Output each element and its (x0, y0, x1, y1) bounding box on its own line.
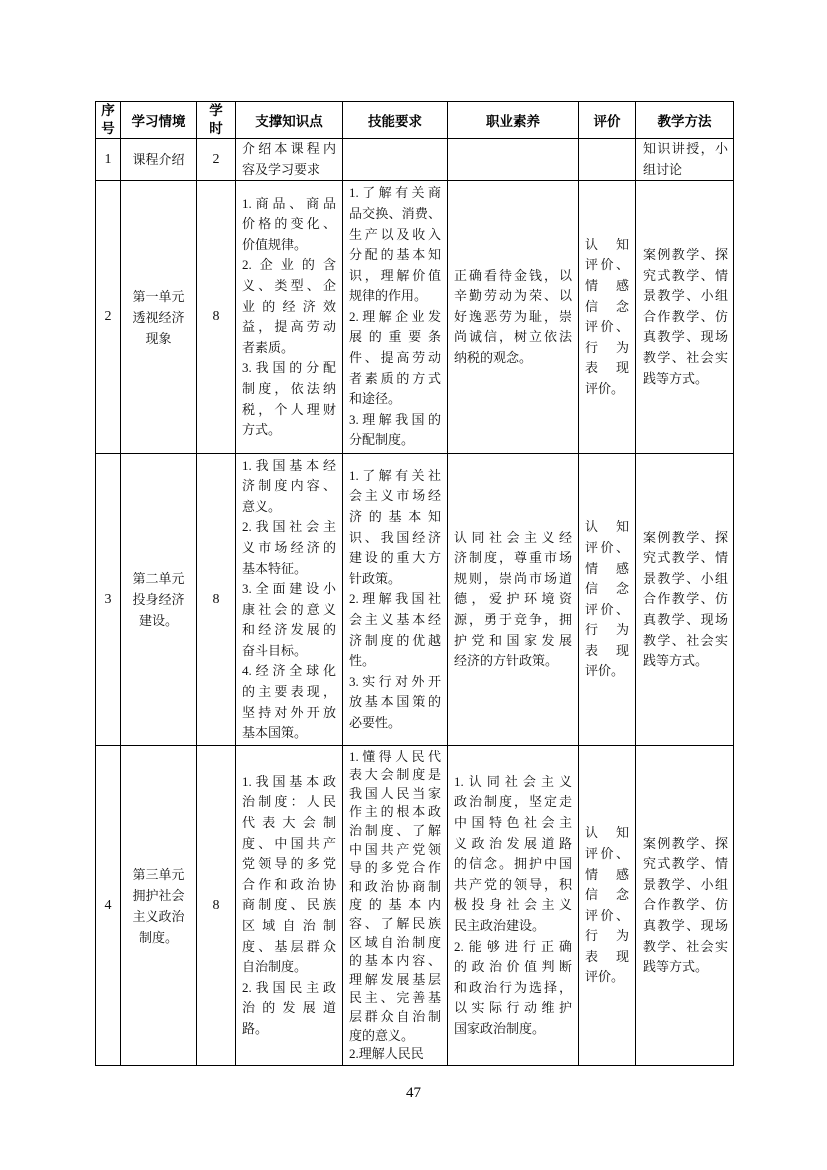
cell-line: 3.全面建设小 (242, 581, 336, 597)
cell-scenario (121, 139, 197, 181)
cell-line: 护党和国家发展 (454, 632, 572, 648)
header-methods-label: 教学方法 (657, 114, 712, 129)
table-row (96, 746, 734, 1066)
cell-line: 信念 (585, 581, 629, 597)
cell-line: 践等方式。 (643, 370, 709, 386)
cell-line: 度的基本内 (349, 897, 441, 913)
cell-line: 究式教学、情 (643, 550, 728, 566)
cell-line: 教学、社会实 (643, 350, 728, 366)
cell-line: 景教学、小组 (643, 876, 728, 892)
cell-no (96, 746, 121, 1066)
cell-no (96, 454, 121, 746)
cell-line: 价格的变化、 (242, 216, 336, 232)
cell-line: 济制度，尊重市场 (454, 550, 572, 566)
cell-line: 共产党的领导，积 (454, 876, 572, 892)
cell-line: 规则，崇尚市场道 (454, 570, 572, 586)
table-row (96, 454, 734, 746)
cell-line: 分配制度。 (349, 432, 415, 448)
cell-line: 度的意义。 (349, 1027, 415, 1043)
cell-line: 和经济发展的 (242, 622, 336, 638)
cell-evaluation (579, 181, 636, 454)
cell-line: 建设的重大方 (349, 550, 441, 566)
cell-line: 评价。 (585, 969, 625, 985)
cell-line: 义政治发展道路 (454, 835, 572, 851)
cell-line: 尚诚信，树立依法 (454, 329, 572, 345)
cell-line: 3.实行对外开 (349, 673, 441, 689)
cell-line: 方式。 (242, 422, 282, 438)
cell-hours (197, 181, 236, 454)
cell-methods (636, 139, 734, 181)
cell-line: 2.理解人民民 (349, 1046, 424, 1062)
cell-line: 真教学、现场 (643, 329, 728, 345)
cell-line: 和政治协商制 (349, 878, 441, 894)
header-knowledge (236, 102, 343, 139)
cell-line: 合作教学、仿 (643, 897, 728, 913)
cell-line: 1.了解有关商 (349, 185, 441, 201)
cell-line: 展的重要条 (349, 329, 441, 345)
cell-line: 信念 (585, 298, 629, 314)
cell-line: 者素质的方式 (349, 370, 441, 386)
cell-line: 的政治价值判断 (454, 959, 572, 975)
cell-line: 行为 (585, 339, 629, 355)
cell-evaluation (579, 454, 636, 746)
cell-line: 案例教学、探 (643, 529, 728, 545)
cell-line: 康社会的意义 (242, 601, 336, 617)
cell-line: 2.理解我国社 (349, 591, 441, 607)
cell-line: 践等方式。 (643, 959, 709, 975)
cell-line: 情感 (585, 560, 629, 576)
cell-line: 评价。 (585, 663, 625, 679)
cell-line: 治制度：人民 (242, 794, 336, 810)
cell-line: 的主要表现， (242, 684, 336, 700)
cell-literacy (448, 139, 579, 181)
course-table (95, 101, 734, 1066)
no-value: 1 (104, 151, 112, 167)
cell-line: 行为 (585, 928, 629, 944)
cell-line: 容、了解民族 (349, 915, 441, 931)
cell-line: 情感 (585, 278, 629, 293)
cell-line: 认知 (585, 825, 629, 841)
cell-line: 践等方式。 (643, 653, 709, 669)
cell-line: 价值规律。 (242, 236, 308, 252)
cell-line: 3.理解我国的 (349, 411, 441, 427)
hours-value: 8 (212, 591, 220, 607)
cell-line: 行为 (585, 622, 629, 638)
table-row (96, 181, 734, 454)
cell-methods (636, 746, 734, 1066)
cell-line: 究式教学、情 (643, 267, 728, 283)
no-value: 4 (104, 897, 112, 913)
no-value: 3 (104, 591, 112, 607)
cell-line: 表现 (585, 360, 629, 376)
cell-line: 评价、 (585, 845, 629, 861)
cell-line: 必要性。 (349, 714, 402, 730)
cell-line: 评价、 (585, 319, 629, 335)
cell-line: 景教学、小组 (643, 288, 728, 304)
header-evaluation (579, 102, 636, 139)
header-hours-label: 学时 (209, 103, 223, 136)
cell-line: 德，爱护环境资 (454, 591, 572, 607)
cell-line: 的信念。拥护中国 (454, 856, 572, 872)
cell-line: 案例教学、探 (643, 835, 728, 851)
cell-knowledge (236, 139, 343, 181)
cell-line: 和政治行为选择， (454, 979, 572, 995)
cell-line: 济的基本知 (349, 509, 441, 525)
cell-line: 表现 (585, 642, 629, 658)
cell-line: 自治制度。 (242, 959, 308, 975)
cell-line: 3.我国的分配 (242, 360, 336, 376)
cell-line: 合作教学、仿 (643, 308, 728, 324)
cell-scenario (121, 746, 197, 1066)
cell-line: 4.经济全球化 (242, 663, 336, 679)
cell-line: 商制度、民族 (242, 897, 336, 913)
cell-line: 2.我国民主政 (242, 979, 336, 995)
cell-line: 义市场经济的 (242, 539, 336, 555)
cell-line: 极投身社会主义 (454, 897, 572, 913)
cell-line: 业的经济效 (242, 298, 336, 314)
cell-line: 识，理解价值 (349, 267, 441, 283)
cell-line: 规律的作用。 (349, 288, 428, 304)
cell-evaluation (579, 139, 636, 181)
cell-hours (197, 139, 236, 181)
header-row (96, 102, 734, 139)
cell-line: 好逸恶劳为耻，崇 (454, 308, 572, 324)
cell-skills (343, 454, 448, 746)
cell-line: 合作教学、仿 (643, 591, 728, 607)
cell-line: 和途径。 (349, 391, 402, 407)
cell-line: 基本国策。 (242, 725, 308, 741)
table-row (96, 139, 734, 181)
cell-methods (636, 181, 734, 454)
table-header (96, 102, 734, 139)
cell-skills (343, 139, 448, 181)
cell-line: 2.我国社会主 (242, 519, 336, 535)
cell-line: 意义。 (242, 498, 282, 514)
cell-line: 坚持对外开放 (242, 704, 336, 720)
cell-line: 究式教学、情 (643, 856, 728, 872)
cell-line: 区域自治制度 (349, 934, 441, 950)
cell-line: 分配的基本知 (349, 247, 441, 263)
cell-line: 针政策。 (349, 570, 402, 586)
cell-line: 表大会制度是 (349, 767, 441, 783)
cell-knowledge (236, 746, 343, 1066)
cell-scenario (121, 181, 197, 454)
table-body (96, 139, 734, 1066)
cell-line: 作主的根本政 (349, 804, 441, 820)
hours-value: 8 (212, 897, 220, 913)
cell-literacy (448, 181, 579, 454)
cell-line: 1.商品、商品 (242, 195, 336, 211)
cell-skills (343, 181, 448, 454)
cell-line: 区域自治制 (242, 917, 336, 933)
hours-value: 2 (212, 151, 220, 167)
cell-knowledge (236, 454, 343, 746)
cell-line: 党领导的多党 (242, 856, 336, 872)
cell-line: 益，提高劳动 (242, 319, 336, 335)
cell-methods (636, 454, 734, 746)
cell-line: 认同社会主义经 (454, 529, 572, 545)
cell-skills (343, 746, 448, 1066)
cell-line: 治制度、了解 (349, 823, 441, 839)
header-literacy (448, 102, 579, 139)
header-no (96, 102, 121, 139)
cell-line: 容及学习要求 (242, 161, 321, 177)
cell-line: 件、提高劳动 (349, 350, 441, 366)
cell-line: 组讨论 (643, 161, 683, 177)
cell-line: 识、我国经济 (349, 529, 441, 545)
cell-line: 1.了解有关社 (349, 467, 441, 483)
cell-line: 教学、社会实 (643, 938, 728, 954)
cell-line: 2.能够进行正确 (454, 938, 572, 954)
cell-line: 评价、 (585, 907, 629, 923)
cell-line: 评价、 (585, 539, 629, 555)
cell-literacy (448, 746, 579, 1066)
cell-hours (197, 454, 236, 746)
cell-line: 信念 (585, 887, 629, 903)
header-knowledge-label: 支撑知识点 (255, 114, 323, 129)
cell-line: 放基本国策的 (349, 694, 441, 710)
cell-line: 性。 (349, 653, 376, 669)
page-number: 47 (406, 1085, 421, 1101)
cell-no (96, 139, 121, 181)
cell-line: 合作和政治协 (242, 876, 336, 892)
cell-line: 度、基层群众 (242, 938, 336, 954)
cell-line: 中国共产党领 (349, 841, 441, 857)
cell-line: 评价、 (585, 257, 629, 273)
cell-line: 以实际行动维护 (454, 1000, 572, 1016)
cell-line: 度、中国共产 (242, 835, 336, 851)
cell-line: 治的发展道 (242, 1000, 336, 1016)
cell-line: 制度，依法纳 (242, 380, 336, 396)
cell-line: 生产以及收入 (349, 226, 441, 242)
cell-line: 1.我国基本政 (242, 773, 336, 789)
cell-line: 认知 (585, 236, 629, 252)
header-scenario (121, 102, 197, 139)
header-literacy-label: 职业素养 (486, 114, 540, 129)
cell-line: 经济的方针政策。 (454, 653, 559, 669)
cell-line: 2.企业的含 (242, 257, 336, 273)
cell-line: 评价、 (585, 601, 629, 617)
cell-line: 奋斗目标。 (242, 642, 308, 658)
cell-line: 中国特色社会主 (454, 815, 572, 831)
cell-scenario (121, 454, 197, 746)
cell-line: 政治制度，坚定走 (454, 794, 572, 810)
scenario-value: 第三单元拥护社会主义政治制度。 (132, 866, 185, 945)
cell-line: 景教学、小组 (643, 570, 728, 586)
cell-line: 导的多党合作 (349, 860, 441, 876)
cell-line: 案例教学、探 (643, 247, 728, 263)
cell-line: 济制度的优越 (349, 632, 441, 648)
cell-evaluation (579, 746, 636, 1066)
cell-line: 1.认同社会主义 (454, 773, 572, 789)
cell-line: 辛勤劳动为荣、以 (454, 288, 572, 304)
cell-line: 知识讲授，小 (643, 141, 728, 156)
cell-line: 纳税的观念。 (454, 350, 533, 366)
header-skills-label: 技能要求 (368, 114, 422, 129)
header-no-label: 序号 (101, 103, 115, 136)
cell-line: 民主政治建设。 (454, 917, 546, 933)
cell-line: 情感 (585, 866, 629, 882)
cell-line: 我国人民当家 (349, 785, 441, 801)
header-methods (636, 102, 734, 139)
cell-line: 正确看待金钱，以 (454, 267, 572, 283)
cell-line: 路。 (242, 1020, 269, 1036)
cell-line: 代表大会制 (242, 815, 336, 831)
scenario-value: 课程介绍 (132, 152, 185, 168)
cell-line: 济制度内容、 (242, 478, 336, 494)
cell-line: 民主、完善基 (349, 990, 441, 1006)
header-evaluation-label: 评价 (593, 114, 621, 129)
cell-line: 教学、社会实 (643, 632, 728, 648)
cell-line: 品交换、消费、 (349, 205, 441, 221)
hours-value: 8 (212, 309, 220, 325)
cell-line: 真教学、现场 (643, 611, 728, 627)
header-scenario-label: 学习情境 (131, 114, 186, 129)
cell-line: 基本特征。 (242, 560, 308, 576)
cell-line: 2.理解企业发 (349, 308, 441, 324)
cell-no (96, 181, 121, 454)
cell-line: 评价。 (585, 380, 625, 396)
cell-line: 者素质。 (242, 339, 295, 355)
scenario-value: 第二单元投身经济建设。 (132, 571, 185, 629)
cell-line: 的基本内容、 (349, 953, 441, 969)
cell-line: 介绍本课程内 (242, 141, 336, 156)
header-hours (197, 102, 236, 139)
cell-line: 源，勇于竞争，拥 (454, 611, 572, 627)
cell-line: 认知 (585, 519, 629, 535)
cell-line: 会主义基本经 (349, 611, 441, 627)
no-value: 2 (104, 309, 112, 325)
cell-literacy (448, 454, 579, 746)
cell-line: 1.懂得人民代 (349, 748, 441, 764)
cell-line: 会主义市场经 (349, 488, 441, 504)
cell-line: 国家政治制度。 (454, 1020, 546, 1036)
header-skills (343, 102, 448, 139)
cell-line: 真教学、现场 (643, 917, 728, 933)
scenario-value: 第一单元透视经济现象 (132, 288, 185, 346)
cell-hours (197, 746, 236, 1066)
cell-line: 层群众自治制 (349, 1008, 441, 1024)
cell-line: 表现 (585, 948, 629, 964)
cell-line: 税，个人理财 (242, 401, 336, 417)
cell-line: 义、类型、企 (242, 278, 336, 293)
cell-line: 1.我国基本经 (242, 457, 336, 473)
cell-knowledge (236, 181, 343, 454)
cell-line: 理解发展基层 (349, 971, 441, 987)
